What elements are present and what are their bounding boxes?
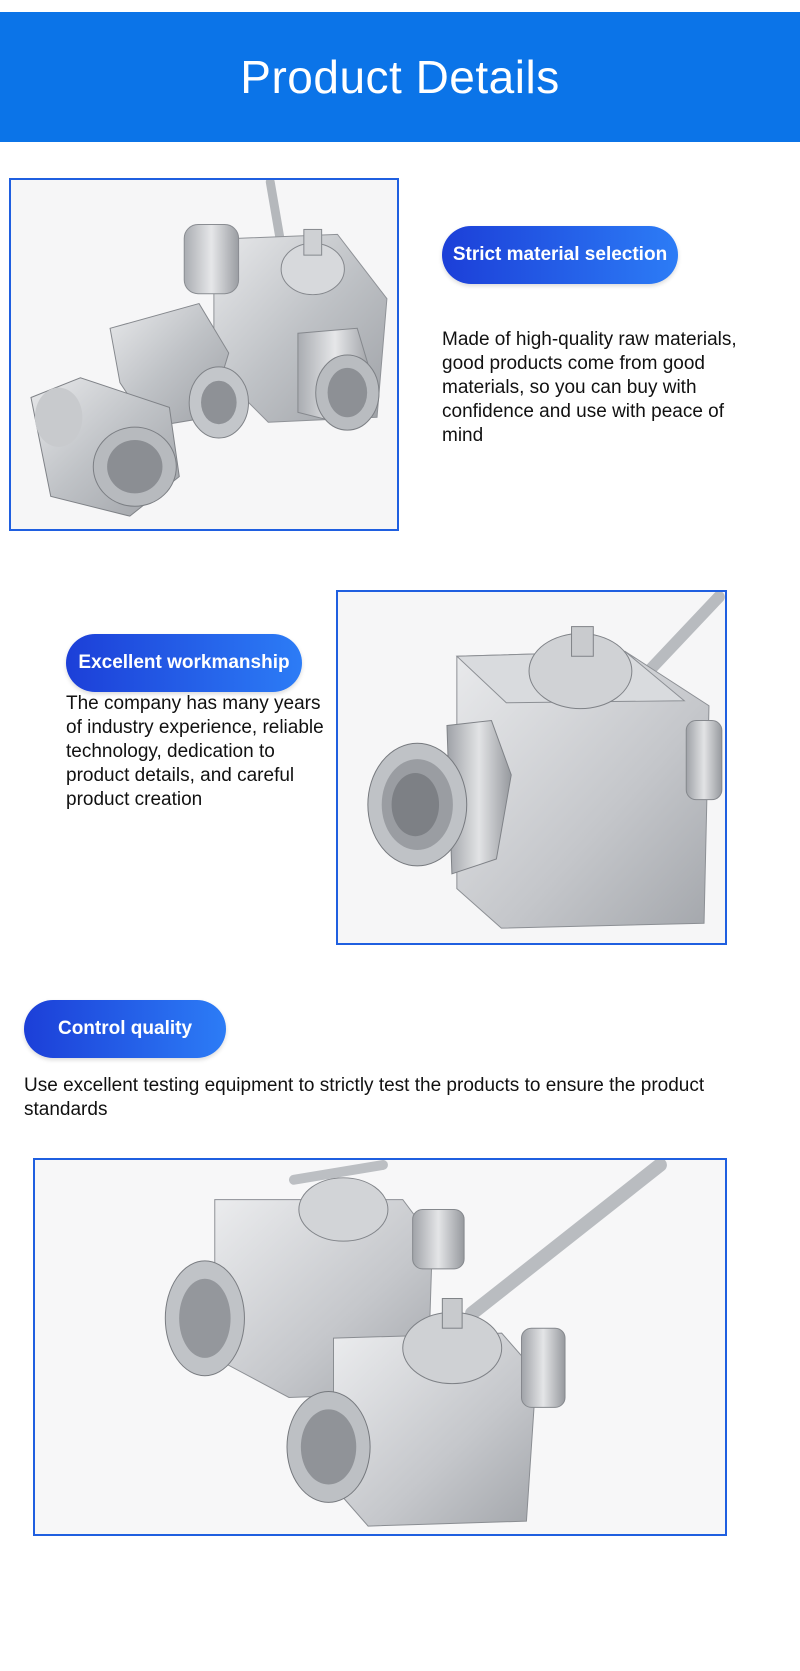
valve-illustration-2 [338, 592, 725, 943]
product-photo-quality [33, 1158, 727, 1536]
description-workmanship: The company has many years of industry experience, reliable technology, dedication to product details, and careful product creation [66, 693, 324, 810]
heading-control-quality [24, 1000, 226, 1058]
page-title: Product Details [240, 51, 560, 103]
product-photo-workmanship [336, 590, 727, 945]
product-photo-material [9, 178, 399, 531]
heading-label: Excellent workmanship [78, 652, 290, 673]
heading-strict-material-selection [442, 226, 678, 284]
page-header [0, 12, 800, 142]
heading-label: Control quality [57, 1018, 193, 1039]
heading-excellent-workmanship [66, 634, 302, 692]
heading-label: Strict material selection [452, 244, 668, 265]
valve-illustration-3 [35, 1160, 725, 1534]
valve-illustration-1 [11, 180, 397, 529]
description-quality: Use excellent testing equipment to strictly test the products to ensure the product standards [24, 1075, 705, 1120]
description-material: Made of high-quality raw materials, good products come from good materials, so you can buy with confidence and use with peace of mind [442, 329, 737, 446]
